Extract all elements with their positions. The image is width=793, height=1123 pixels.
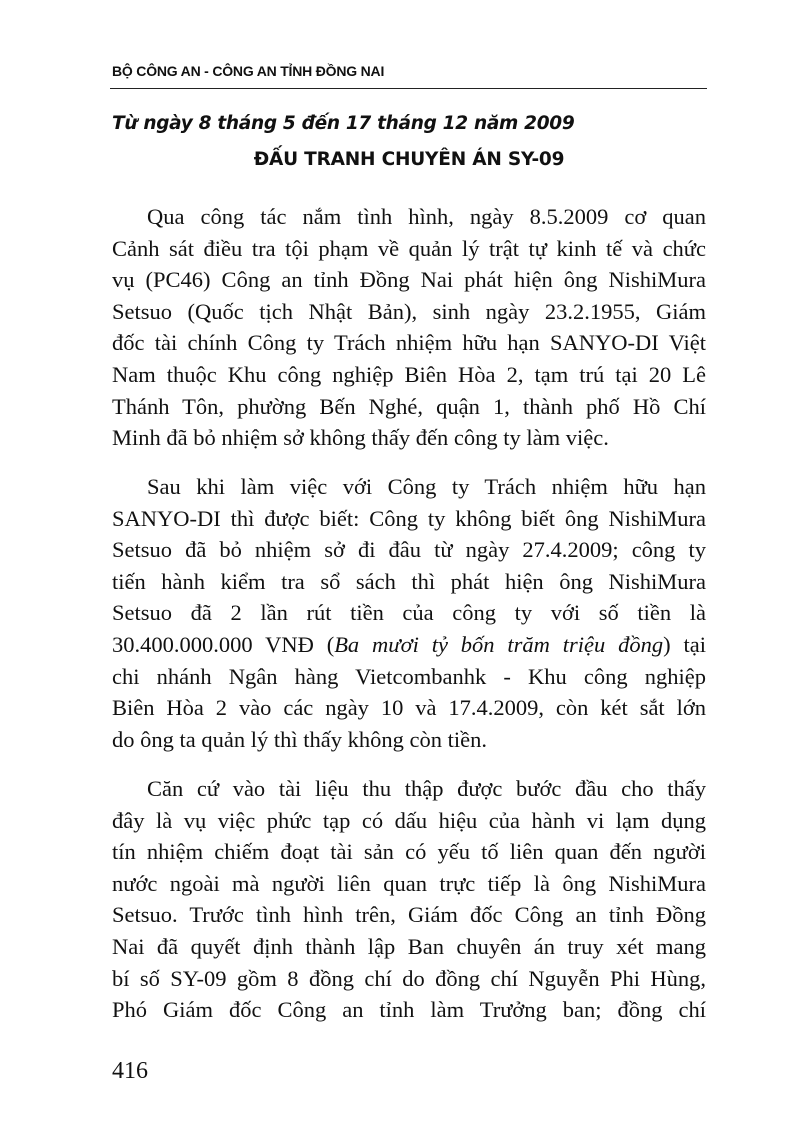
text-line	[147, 203, 706, 231]
line-text: Setsuo (Quốc tịch Nhật Bản), sinh ngày 23.2.1955, Giám	[112, 298, 706, 324]
line-text: nước ngoài mà người liên quan trực tiếp là ông NishiMura	[112, 870, 706, 896]
text-line	[112, 965, 706, 993]
text-line	[147, 473, 706, 501]
line-text: Biên Hòa 2 vào các ngày 10 và 17.4.2009, còn két sắt lớn	[112, 695, 706, 721]
line-text: Nam thuộc Khu công nghiệp Biên Hòa 2, tạm trú tại 20 Lê	[112, 362, 706, 387]
text-line	[112, 663, 706, 691]
line-text: chi nhánh Ngân hàng Vietcombanhk - Khu công nghiệp	[112, 663, 706, 689]
line-text: Setsuo đã bỏ nhiệm sở đi đâu từ ngày 27.4.2009; công ty	[112, 537, 706, 563]
line-text: Nai đã quyết định thành lập Ban chuyên án truy xét mang	[112, 934, 706, 959]
text-line	[112, 996, 706, 1024]
text-line	[147, 775, 706, 803]
text-line	[112, 536, 706, 564]
text-line	[112, 631, 706, 659]
text-line	[112, 694, 706, 722]
header-rule	[110, 88, 707, 89]
line-text: Phó Giám đốc Công an tỉnh làm Trưởng ban; đồng chí	[112, 997, 706, 1023]
running-header: BỘ CÔNG AN - CÔNG AN TỈNH ĐỒNG NAI	[112, 63, 385, 79]
page-number: 416	[112, 1058, 148, 1084]
amount-suffix: ) tại	[663, 632, 706, 657]
line-text: Sau khi làm việc với Công ty Trách nhiệm hữu hạn	[147, 474, 706, 499]
line-text: do ông ta quản lý thì thấy không còn tiền.	[112, 726, 487, 752]
text-line	[112, 726, 706, 754]
line-text: tiến hành kiểm tra sổ sách thì phát hiện ông NishiMura	[112, 568, 706, 594]
text-line	[112, 838, 706, 866]
chapter-title: ĐẤU TRANH CHUYÊN ÁN SY-09	[253, 149, 565, 170]
text-line	[112, 807, 706, 835]
text-line	[112, 901, 706, 929]
line-text: Cảnh sát điều tra tội phạm về quản lý trật tự kinh tế và chức	[112, 235, 706, 261]
text-line	[112, 235, 706, 263]
line-text: đây là vụ việc phức tạp có dấu hiệu của hành vi lạm dụng	[112, 807, 706, 833]
text-line	[112, 505, 706, 533]
text-line	[112, 393, 706, 421]
amount-in-words: Ba mươi tỷ bốn trăm triệu đồng	[334, 632, 664, 657]
line-text: Minh đã bỏ nhiệm sở không thấy đến công ty làm việc.	[112, 425, 609, 451]
line-text: vụ (PC46) Công an tỉnh Đồng Nai phát hiện ông NishiMura	[112, 267, 706, 293]
text-line	[112, 599, 706, 627]
text-line	[112, 329, 706, 357]
line-text: SANYO-DI thì được biết: Công ty không biết ông NishiMura	[112, 505, 706, 531]
text-line	[112, 424, 706, 452]
line-text: Setsuo đã 2 lần rút tiền của công ty với số tiền là	[112, 600, 706, 626]
text-line	[112, 298, 706, 326]
date-line: Từ ngày 8 tháng 5 đến 17 tháng 12 năm 2009	[112, 113, 575, 134]
line-text: 30.400.000.000 VNĐ (	[112, 632, 335, 657]
line-text: Thánh Tôn, phường Bến Nghé, quận 1, thành phố Hồ Chí	[112, 393, 706, 419]
text-line	[112, 870, 706, 898]
text-line	[112, 933, 706, 961]
line-text: đốc tài chính Công ty Trách nhiệm hữu hạn SANYO-DI Việt	[112, 330, 706, 356]
text-line	[112, 361, 706, 389]
line-text: Setsuo. Trước tình hình trên, Giám đốc Công an tỉnh Đồng	[112, 902, 706, 928]
line-text: Căn cứ vào tài liệu thu thập được bước đầu cho thấy	[147, 776, 706, 801]
line-text: tín nhiệm chiếm đoạt tài sản có yếu tố liên quan đến người	[112, 839, 706, 865]
text-line	[112, 266, 706, 294]
text-line	[112, 568, 706, 596]
line-text: Qua công tác nắm tình hình, ngày 8.5.2009 cơ quan	[147, 204, 706, 229]
line-text: bí số SY-09 gồm 8 đồng chí do đồng chí Nguyễn Phi Hùng,	[112, 965, 706, 991]
